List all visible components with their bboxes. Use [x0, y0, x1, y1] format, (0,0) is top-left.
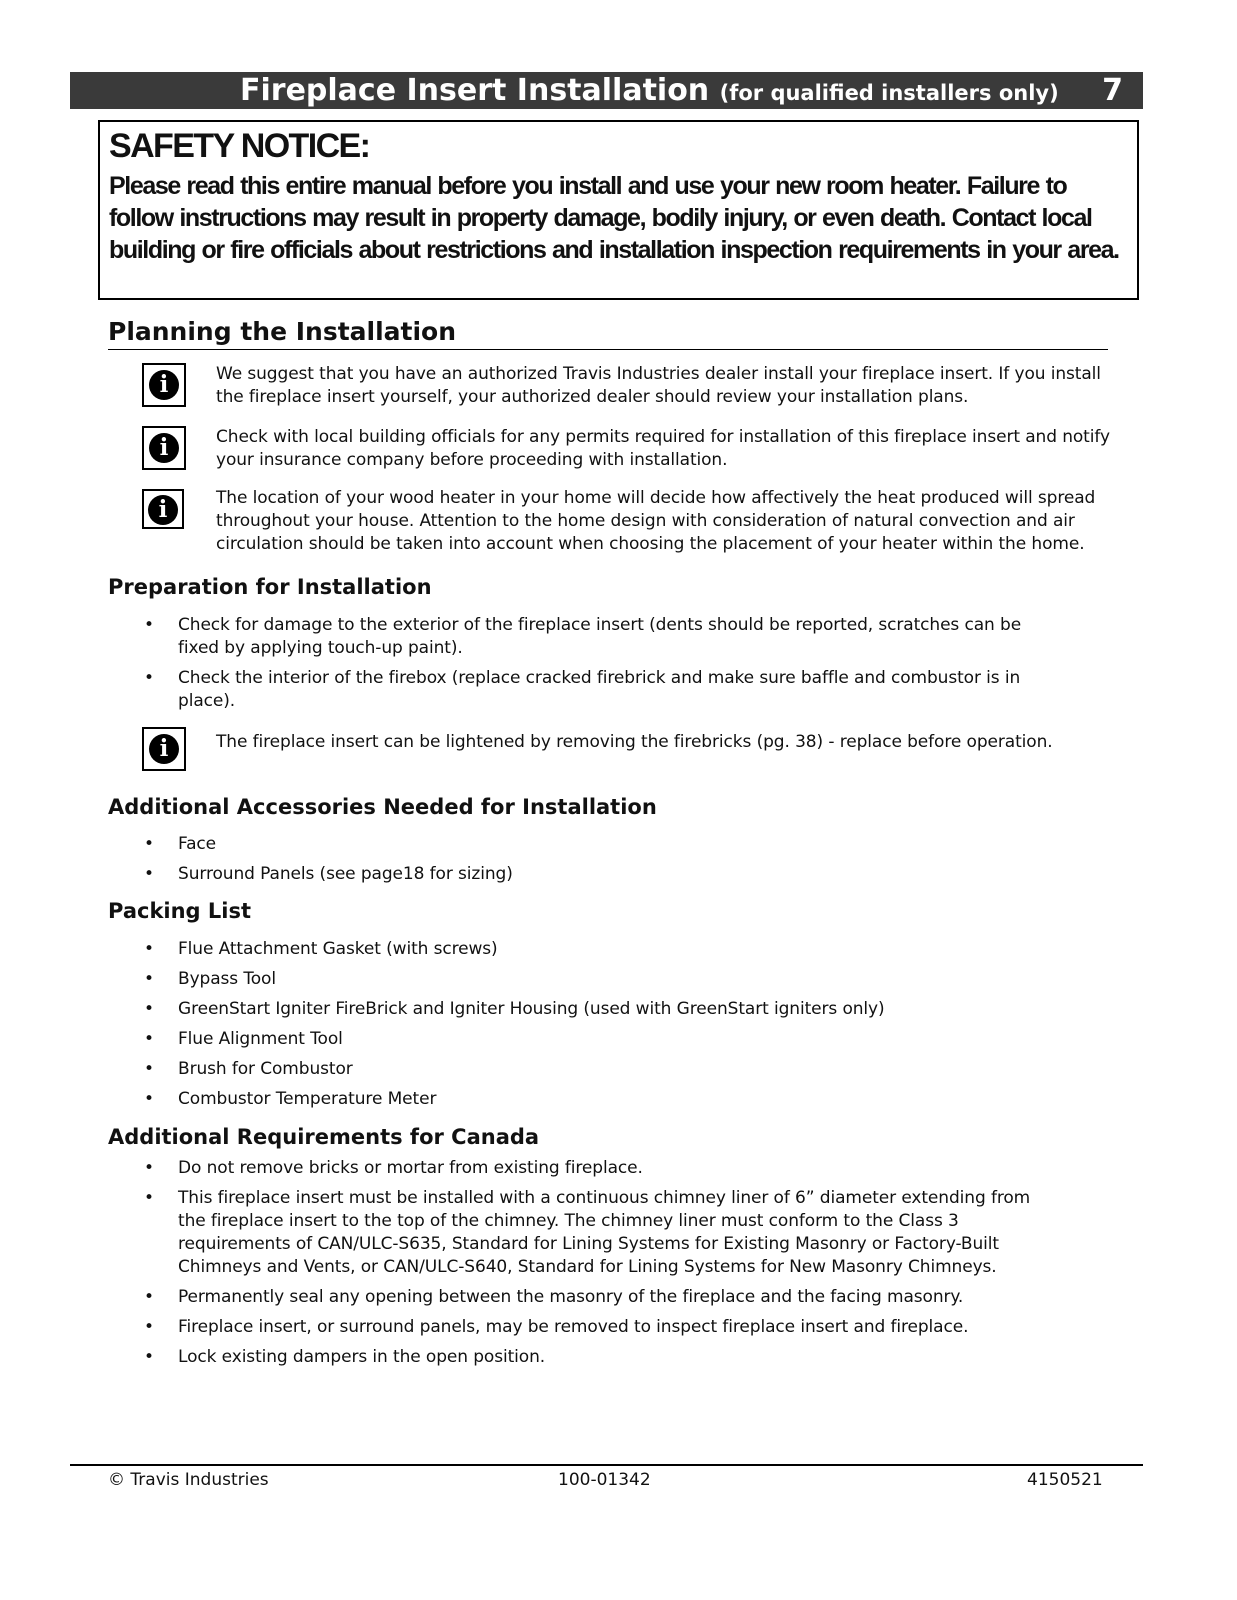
- section-title-accessories: Additional Accessories Needed for Installation: [108, 795, 657, 819]
- info-note-text: The fireplace insert can be lightened by removing the firebricks (pg. 38) - replace before operation.: [216, 732, 1053, 752]
- info-icon: i: [142, 489, 184, 529]
- preparation-list: [140, 614, 1060, 713]
- header-title: Fireplace Insert Installation: [240, 73, 710, 108]
- footer-copyright: © Travis Industries: [108, 1470, 269, 1490]
- section-title-preparation: Preparation for Installation: [108, 575, 432, 599]
- info-icon: i: [142, 363, 186, 407]
- header-bar: [70, 72, 1143, 109]
- list-item: • Face: [144, 834, 217, 854]
- list-item: • Surround Panels (see page18 for sizing): [144, 864, 513, 884]
- list-item: • Bypass Tool: [144, 969, 276, 989]
- list-item: • Permanently seal any opening between the masonry of the fireplace and the facing masonry.: [144, 1287, 964, 1307]
- packing-list: [140, 938, 1060, 1111]
- list-item: • Brush for Combustor: [144, 1059, 353, 1079]
- footer-doc-number: 100-01342: [558, 1470, 651, 1490]
- accessories-list: [140, 833, 1060, 886]
- list-item: • Do not remove bricks or mortar from existing fireplace.: [144, 1158, 643, 1178]
- list-item: • GreenStart Igniter FireBrick and Igniter Housing (used with GreenStart igniters only): [144, 999, 885, 1019]
- list-item: • Combustor Temperature Meter: [144, 1089, 437, 1109]
- list-item: • This fireplace insert must be installed with a continuous chimney liner of 6” diameter extending from the fireplace insert to the top of the chimney. The chimney liner must conform to the Class 3 requirements of CAN/ULC-S635, Standard for Lining Systems for Existing Masonry or Factory-Built Chimneys and Vents, or CAN/ULC-S640, Standard for Lining Systems for New Masonry Chimneys.: [144, 1188, 1031, 1277]
- list-item: • Flue Alignment Tool: [144, 1029, 343, 1049]
- list-item: • Check the interior of the firebox (replace cracked firebrick and make sure baffle and combustor is in place).: [144, 668, 1021, 711]
- section-title-packing: Packing List: [108, 899, 252, 923]
- info-note-text: The location of your wood heater in your home will decide how affectively the heat produced will spread throughout your house. Attention to the home design with consideration of natural convection and air circulation should be taken into account when choosing the placement of your heater within the home.: [216, 488, 1096, 554]
- safety-notice-text: Please read this entire manual before you install and use your new room heater. Failure to follow instructions may result in property damage, bodily injury, or even death. Contact local building or fire officials about restrictions and installation inspection requirements in your area.: [109, 172, 1119, 264]
- safety-notice-title: SAFETY NOTICE:: [109, 127, 370, 165]
- info-note-text: We suggest that you have an authorized Travis Industries dealer install your fireplace insert. If you install the fireplace insert yourself, your authorized dealer should review your installation plans.: [216, 364, 1101, 407]
- section-title-canada: Additional Requirements for Canada: [108, 1125, 540, 1149]
- list-item: • Fireplace insert, or surround panels, may be removed to inspect fireplace insert and fireplace.: [144, 1317, 969, 1337]
- canada-list: [140, 1157, 1060, 1369]
- list-item: • Lock existing dampers in the open position.: [144, 1347, 546, 1367]
- page-number: 7: [1102, 73, 1123, 108]
- section-title-planning: Planning the Installation: [108, 316, 1108, 350]
- header-subtitle: (for qualified installers only): [719, 81, 1059, 105]
- footer-divider: [70, 1464, 1143, 1466]
- info-icon: i: [142, 727, 186, 771]
- safety-notice-box: [98, 120, 1139, 300]
- info-icon: i: [142, 426, 186, 470]
- info-note-text: Check with local building officials for any permits required for installation of this fireplace insert and notify your insurance company before proceeding with installation.: [216, 427, 1110, 470]
- list-item: • Check for damage to the exterior of the fireplace insert (dents should be reported, scratches can be fixed by applying touch-up paint).: [144, 615, 1022, 658]
- footer-revision: 4150521: [1027, 1470, 1103, 1490]
- list-item: • Flue Attachment Gasket (with screws): [144, 939, 498, 959]
- header-title-wrap: [240, 72, 1059, 109]
